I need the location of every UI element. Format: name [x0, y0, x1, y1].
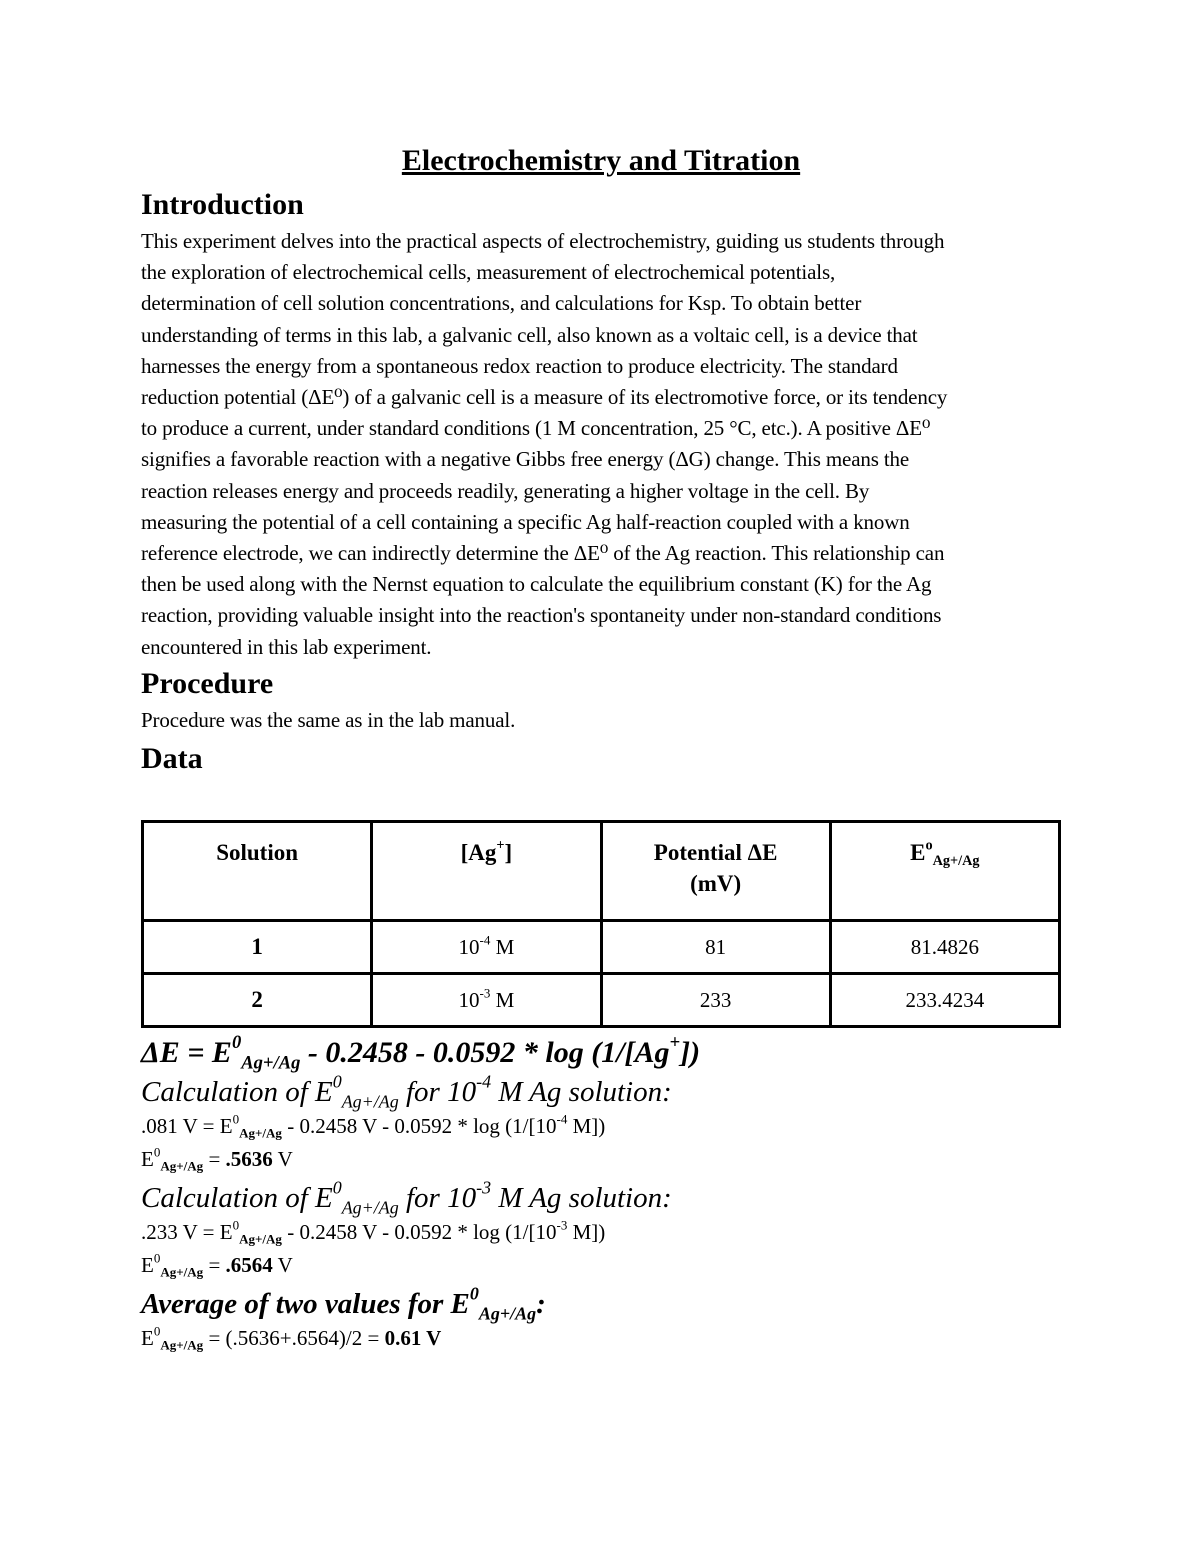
cell-potential: 81: [601, 921, 830, 974]
calc2-equation: .233 $V = E^0_{Ag+/Ag} - 0.2458$ V - $0.0592 * \log (1/[10^{-3}$ M]): [141, 1217, 606, 1247]
cell-concentration: $10^{-3}$ M: [372, 974, 601, 1027]
cell-concentration: $10^{-4}$ M: [372, 921, 601, 974]
nernst-equation: $\Delta E = E^0_{Ag+/Ag} - 0.2458 - 0.0592 * \log (1/[Ag^+])$: [141, 1032, 701, 1074]
introduction-line: reduction potential (ΔE⁰) of a galvanic cell is a measure of its electromotive force, or its tendency: [141, 385, 948, 410]
calc2-result: $E^0_{Ag+/Ag} = .6564$ V: [141, 1250, 293, 1280]
introduction-line: then be used along with the Nernst equation to calculate the equilibrium constant (K) for the Ag: [141, 572, 932, 597]
introduction-line: encountered in this lab experiment.: [141, 634, 432, 659]
document-title: Electrochemistry and Titration: [401, 144, 801, 177]
cell-e0: 81.4826: [830, 921, 1059, 974]
introduction-paragraph: [141, 226, 1061, 663]
calc2-heading: Calculation of $E^0_{Ag+/Ag}$ for $10^{-3}$ M Ag solution:: [141, 1177, 672, 1218]
introduction-line: reference electrode, we can indirectly determine the ΔE⁰ of the Ag reaction. This relationship can: [141, 541, 945, 566]
introduction-line: signifies a favorable reaction with a negative Gibbs free energy (ΔG) change. This means the: [141, 447, 910, 472]
calc1-equation: .081 $V = E^0_{Ag+/Ag} - 0.2458$ V - $0.0592 * \log (1/[10^{-4}$ M]): [141, 1111, 606, 1141]
procedure-text: Procedure was the same as in the lab manual.: [141, 707, 516, 732]
data-heading: Data: [141, 742, 203, 776]
header-solution: Solution: [143, 822, 372, 921]
document-body: [141, 140, 1061, 1355]
introduction-line: reaction, providing valuable insight into the reaction's spontaneity under non-standard conditions: [141, 603, 942, 628]
introduction-line: reaction releases energy and proceeds readily, generating a higher voltage in the cell. By: [141, 478, 870, 503]
calc1-result: $E^0_{Ag+/Ag} = .5636$ V: [141, 1144, 293, 1174]
introduction-line: measuring the potential of a cell containing a specific Ag half-reaction coupled with a known: [141, 509, 910, 534]
introduction-line: the exploration of electrochemical cells, measurement of electrochemical potentials,: [141, 260, 836, 285]
cell-potential: 233: [601, 974, 830, 1027]
procedure-heading: Procedure: [141, 666, 274, 700]
header-e0: $E^o_{Ag+/Ag}$: [830, 822, 1059, 921]
cell-solution: 2: [143, 974, 372, 1027]
header-ag-concentration: [Ag+]: [372, 822, 601, 921]
average-heading: Average of two values for $E^0_{Ag+/Ag}$:: [141, 1283, 546, 1324]
table-row: [143, 974, 1060, 1027]
cell-e0: 233.4234: [830, 974, 1059, 1027]
cell-solution: 1: [143, 921, 372, 974]
introduction-line: harnesses the energy from a spontaneous redox reaction to produce electricity. The standard: [141, 353, 898, 378]
introduction-line: understanding of terms in this lab, a galvanic cell, also known as a voltaic cell, is a device that: [141, 322, 918, 347]
data-table: [141, 820, 1061, 1028]
introduction-line: This experiment delves into the practical aspects of electrochemistry, guiding us students through: [141, 229, 945, 253]
table-header-row: [143, 822, 1060, 921]
header-potential: Potential ΔE (mV): [601, 822, 830, 921]
introduction-heading: Introduction: [141, 188, 304, 221]
table-row: [143, 921, 1060, 974]
introduction-line: determination of cell solution concentrations, and calculations for Ksp. To obtain better: [141, 291, 862, 316]
introduction-line: to produce a current, under standard conditions (1 M concentration, 25 °C, etc.). A positive ΔE⁰: [141, 416, 931, 441]
average-result: $E^0_{Ag+/Ag} = (.5636+.6564)/2 = 0.61$ V: [141, 1323, 442, 1353]
calc1-heading: Calculation of $E^0_{Ag+/Ag}$ for $10^{-4}$ M Ag solution:: [141, 1071, 672, 1112]
